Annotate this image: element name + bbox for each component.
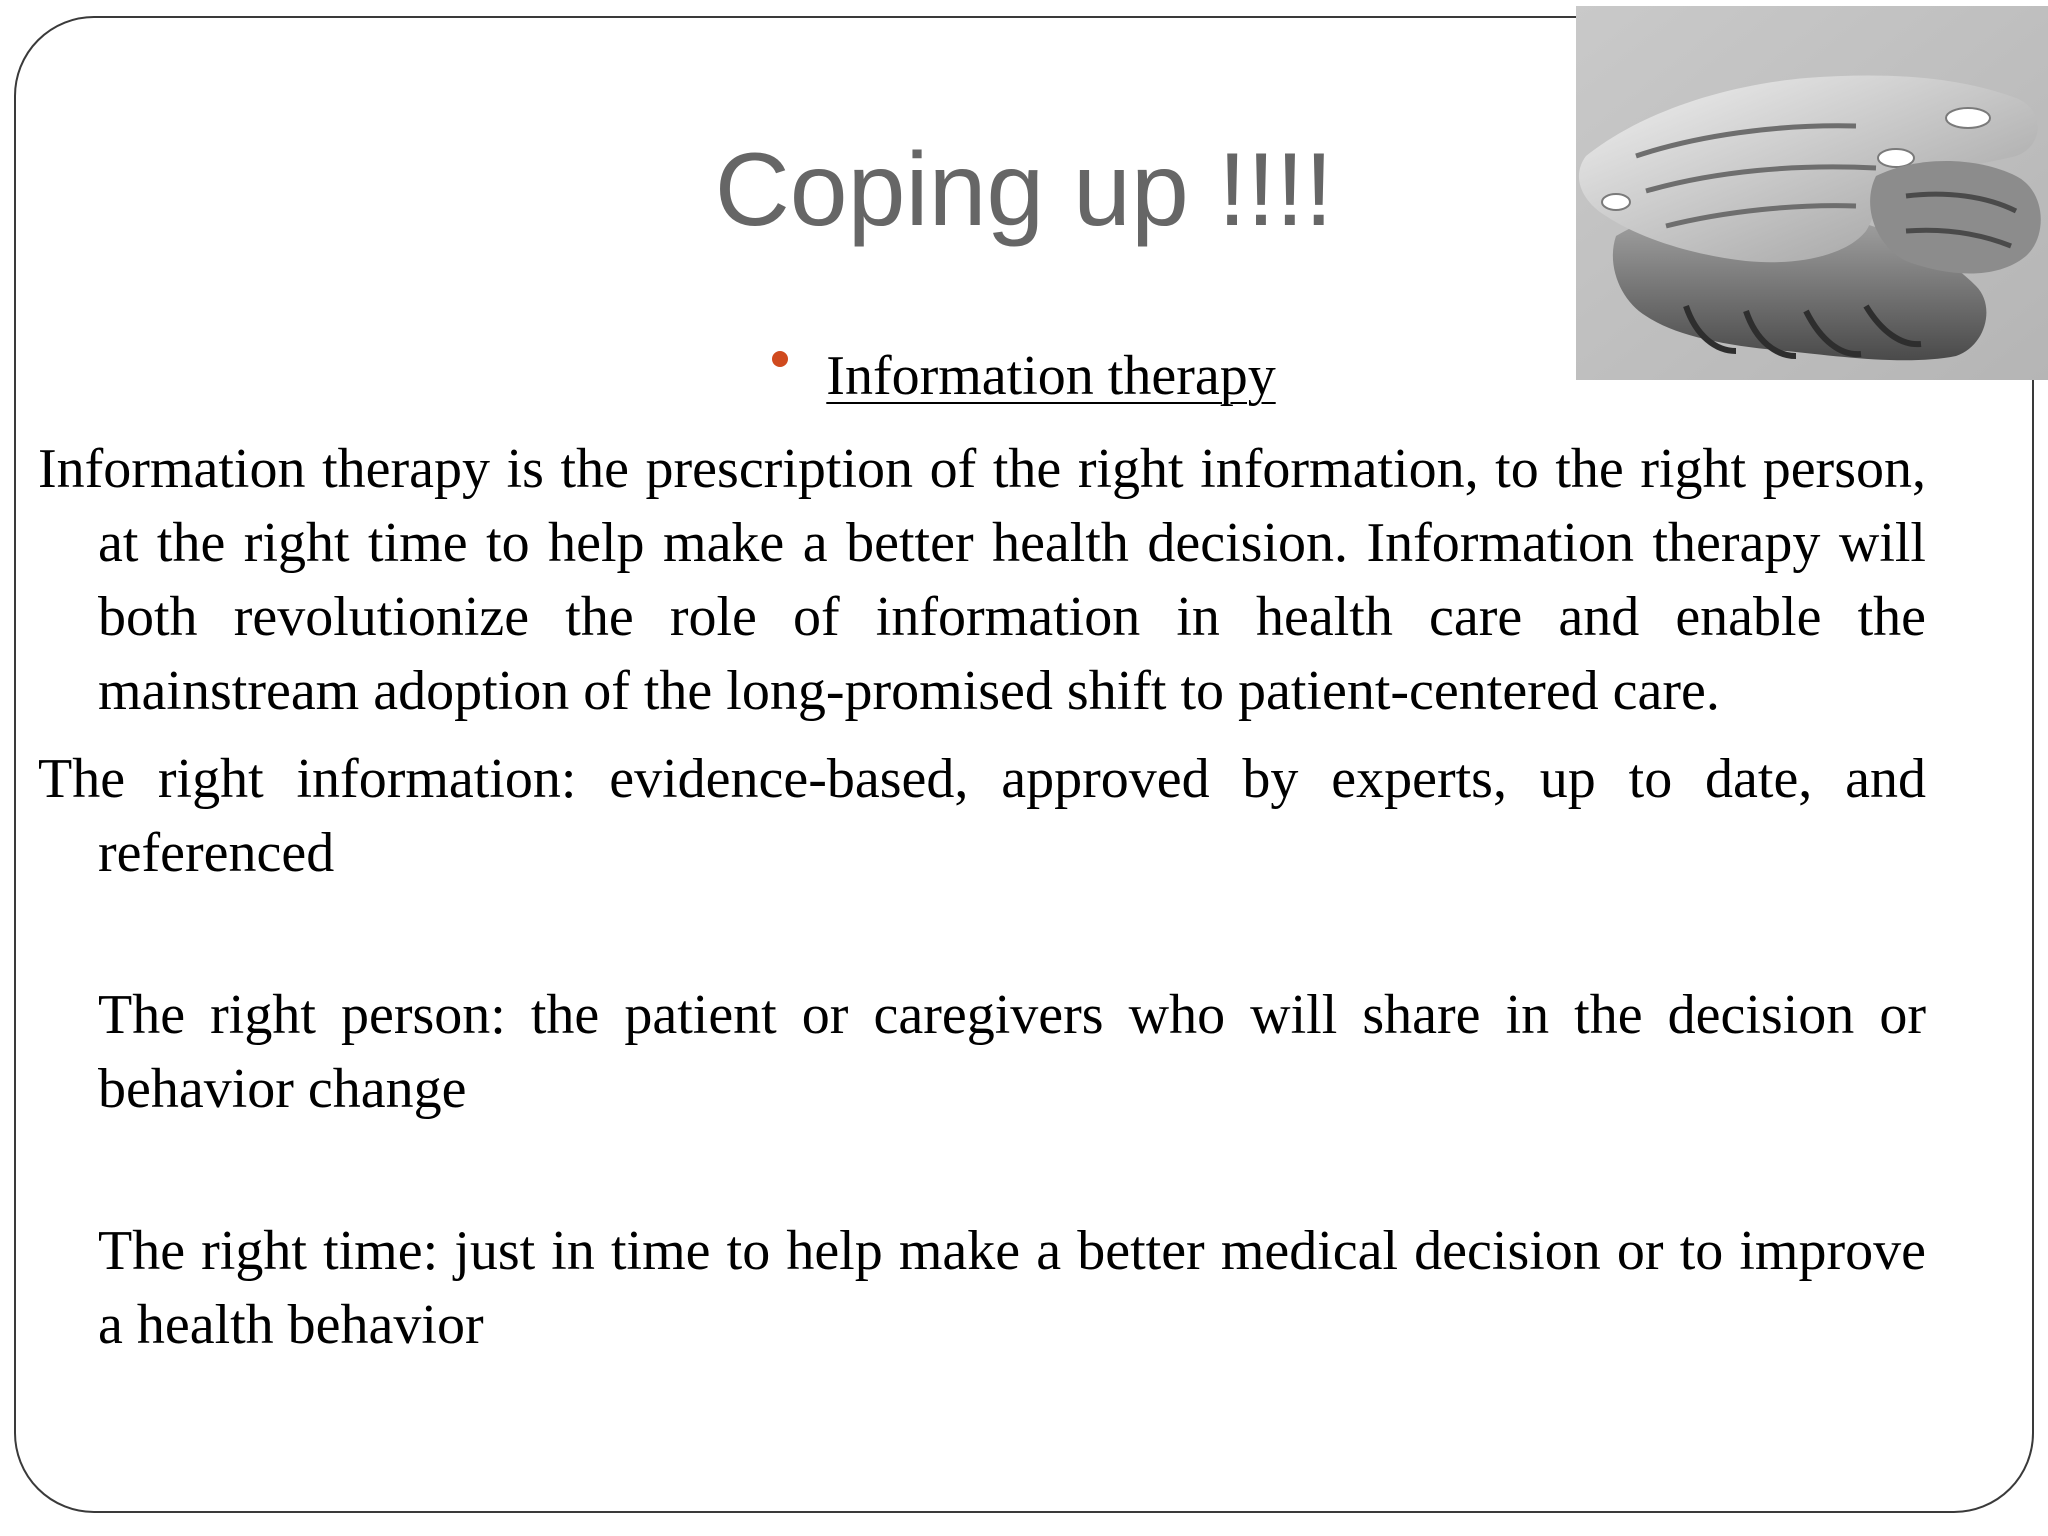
bullet-item	[0, 342, 2048, 410]
slide-body	[38, 432, 1926, 1362]
paragraph-right-time: The right time: just in time to help make a better medical decision or to improve a health behavior	[98, 1220, 1926, 1356]
paragraph-definition: Information therapy is the prescription of the right information, to the right person, at the right time to help make a better health decision. Information therapy will both revolutionize the role of information in health care and enable the mainstream adoption of the long-promised shift to patient-centered care.	[38, 438, 1926, 722]
bullet-dot-icon	[772, 351, 788, 367]
paragraph-right-information: The right information: evidence-based, approved by experts, up to date, and referenced	[38, 748, 1926, 884]
bullet-label: Information therapy	[826, 345, 1276, 407]
slide-title: Coping up !!!!	[714, 132, 1334, 248]
paragraph-right-person: The right person: the patient or caregivers who will share in the decision or behavior change	[98, 984, 1926, 1120]
